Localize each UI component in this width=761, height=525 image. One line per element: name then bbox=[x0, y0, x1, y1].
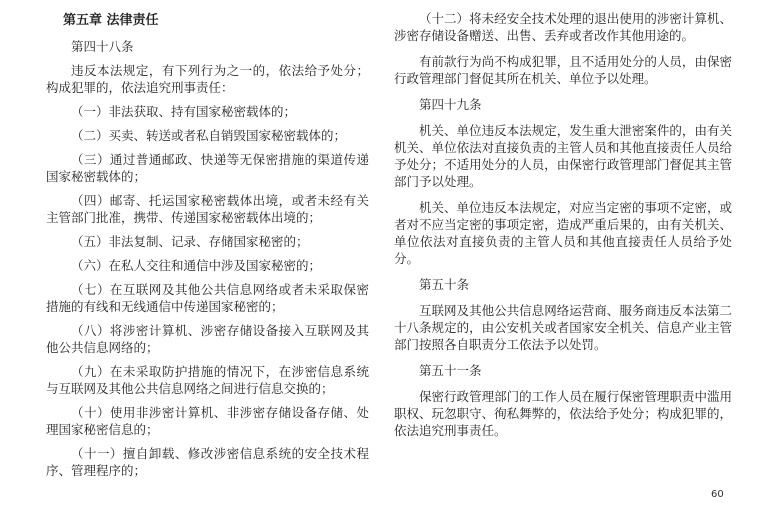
list-item: （一）非法获取、持有国家秘密载体的； bbox=[71, 104, 297, 119]
list-item: （九）在未采取防护措施的情况下，在涉密信息系统与互联网及其他公共信息网络之间进行信息交换的； bbox=[46, 364, 369, 396]
chapter-title: 第五章 法律责任 bbox=[63, 13, 159, 28]
page-number: 60 bbox=[711, 489, 724, 500]
list-item: （十二）将未经安全技术处理的退出使用的涉密计算机、涉密存储设备赠送、出售、丢弃或者改作其他用途的。 bbox=[394, 11, 732, 43]
article-number: 第五十一条 bbox=[419, 363, 482, 378]
paragraph: 机关、单位违反本法规定，对应当定密的事项不定密，或者对不应当定密的事项定密，造成严重后果的，由有关机关、单位依法对直接负责的主管人员和其他直接责任人员给予处分。 bbox=[394, 200, 732, 266]
article-number: 第四十八条 bbox=[71, 39, 134, 54]
list-item: （八）将涉密计算机、涉密存储设备接入互联网及其他公共信息网络的； bbox=[46, 323, 369, 355]
list-item: （七）在互联网及其他公共信息网络或者未采取保密措施的有线和无线通信中传递国家秘密的； bbox=[46, 282, 369, 314]
paragraph: 违反本法规定，有下列行为之一的，依法给予处分；构成犯罪的，依法追究刑事责任： bbox=[46, 63, 369, 95]
list-item: （二）买卖、转送或者私自销毁国家秘密载体的； bbox=[71, 128, 347, 143]
paragraph: 机关、单位违反本法规定，发生重大泄密案件的，由有关机关、单位依法对直接负责的主管人员和其他直接责任人员给予处分；不适用处分的人员，由保密行政管理部门督促其主管部门予以处理。 bbox=[394, 123, 732, 189]
list-item: （三）通过普通邮政、快递等无保密措施的渠道传递国家秘密载体的； bbox=[46, 152, 369, 184]
left-column bbox=[46, 10, 369, 486]
list-item: （五）非法复制、记录、存储国家秘密的； bbox=[71, 234, 309, 249]
paragraph: 互联网及其他公共信息网络运营商、服务商违反本法第二十八条规定的，由公安机关或者国家安全机关、信息产业主管部门按照各自职责分工依法予以处罚。 bbox=[394, 303, 732, 352]
right-column bbox=[394, 10, 732, 448]
article-number: 第五十条 bbox=[419, 277, 470, 292]
list-item: （十一）擅自卸载、修改涉密信息系统的安全技术程序、管理程序的； bbox=[46, 446, 369, 478]
list-item: （四）邮寄、托运国家秘密载体出境，或者未经有关主管部门批准，携带、传递国家秘密载体出境的； bbox=[46, 193, 369, 225]
list-item: （十）使用非涉密计算机、非涉密存储设备存储、处理国家秘密信息的； bbox=[46, 405, 369, 437]
list-item: （六）在私人交往和通信中涉及国家秘密的； bbox=[71, 258, 322, 273]
paragraph: 保密行政管理部门的工作人员在履行保密管理职责中滥用职权、玩忽职守、徇私舞弊的，依法给予处分；构成犯罪的，依法追究刑事责任。 bbox=[394, 389, 732, 438]
article-number: 第四十九条 bbox=[419, 97, 482, 112]
paragraph: 有前款行为尚不构成犯罪，且不适用处分的人员，由保密行政管理部门督促其所在机关、单位予以处理。 bbox=[394, 54, 732, 86]
